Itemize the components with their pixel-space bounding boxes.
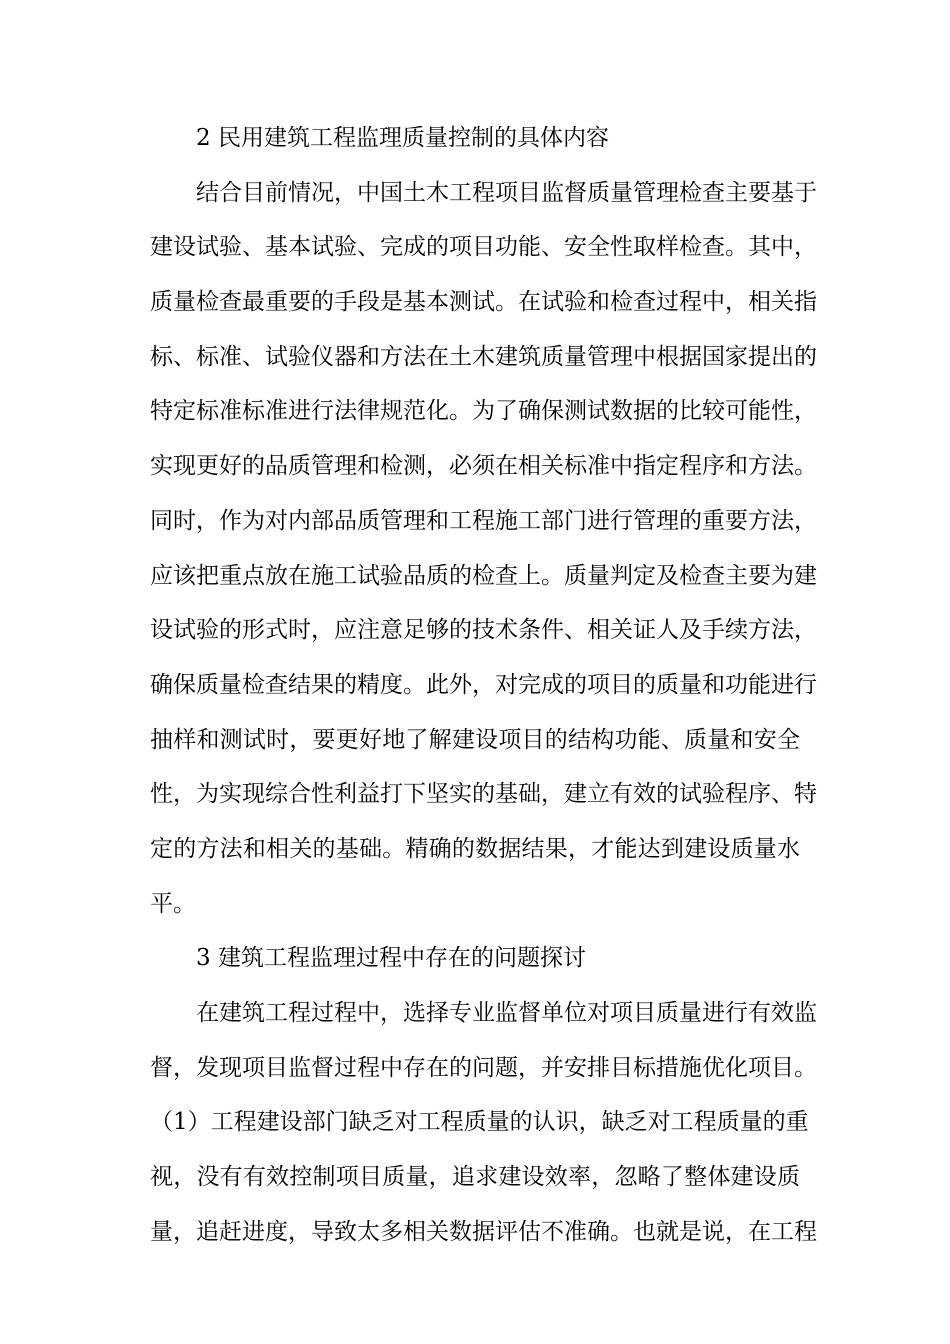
paragraph-line: 性，为实现综合性利益打下坚实的基础，建立有效的试验程序、特 bbox=[150, 781, 817, 808]
paragraph-line: 特定标准标准进行法律规范化。为了确保测试数据的比较可能性， bbox=[150, 398, 817, 425]
list-item-line: （1）工程建设部门缺乏对工程质量的认识，缺乏对工程质量的重 bbox=[150, 1109, 809, 1136]
paragraph-line: 标、标准、试验仪器和方法在土木建筑质量管理中根据国家提出的 bbox=[150, 343, 817, 370]
paragraph-line: 质量检查最重要的手段是基本测试。在试验和检查过程中，相关指 bbox=[150, 289, 817, 316]
paragraph-line: 设试验的形式时，应注意足够的技术条件、相关证人及手续方法， bbox=[150, 617, 817, 644]
paragraph-line: 抽样和测试时，要更好地了解建设项目的结构功能、质量和安全 bbox=[150, 726, 800, 753]
paragraph-line: 同时，作为对内部品质管理和工程施工部门进行管理的重要方法， bbox=[150, 507, 817, 534]
paragraph-line: 在建筑工程过程中，选择专业监督单位对项目质量进行有效监 bbox=[196, 1000, 817, 1026]
paragraph-line: 督，发现项目监督过程中存在的问题，并安排目标措施优化项目。 bbox=[150, 1054, 817, 1081]
paragraph-line-last: 平。 bbox=[150, 890, 196, 917]
paragraph-line: 量，追赶进度，导致太多相关数据评估不准确。也就是说，在工程 bbox=[150, 1218, 817, 1245]
paragraph-line: 定的方法和相关的基础。精确的数据结果，才能达到建设质量水 bbox=[150, 835, 800, 862]
paragraph-line: 结合目前情况，中国土木工程项目监督质量管理检查主要基于 bbox=[196, 179, 817, 206]
paragraph-line: 视，没有有效控制项目质量，追求建设效率，忽略了整体建设质 bbox=[150, 1164, 800, 1191]
section-heading-3: 3 建筑工程监理过程中存在的问题探讨 bbox=[196, 945, 586, 972]
paragraph-line: 应该把重点放在施工试验品质的检查上。质量判定及检查主要为建 bbox=[150, 562, 817, 589]
paragraph-line: 建设试验、基本试验、完成的项目功能、安全性取样检查。其中， bbox=[150, 234, 817, 261]
paragraph-line: 确保质量检查结果的精度。此外，对完成的项目的质量和功能进行 bbox=[150, 671, 817, 698]
section-heading-2: 2 民用建筑工程监理质量控制的具体内容 bbox=[196, 125, 609, 151]
paragraph-line: 实现更好的品质管理和检测，必须在相关标准中指定程序和方法。 bbox=[150, 453, 817, 480]
document-body bbox=[150, 116, 817, 1264]
